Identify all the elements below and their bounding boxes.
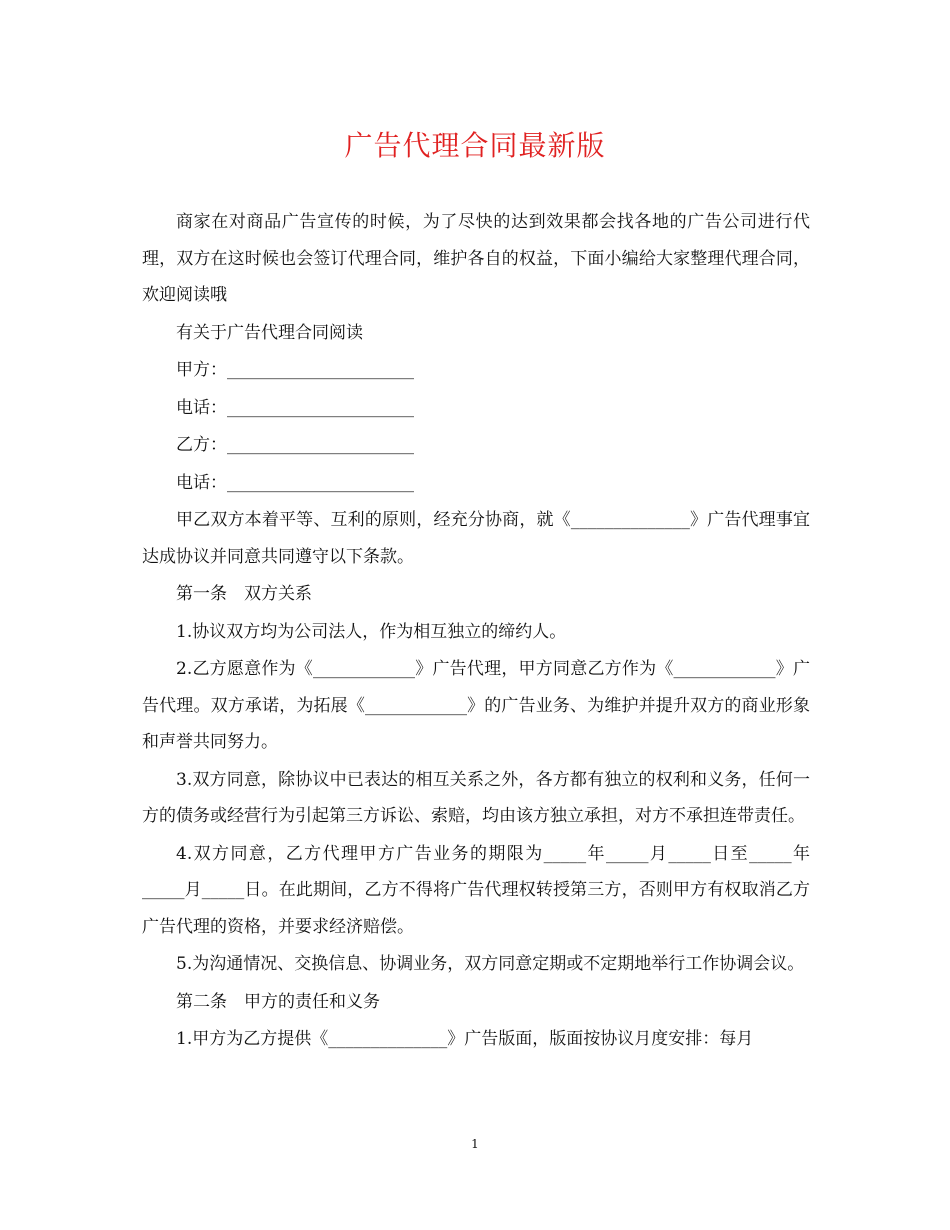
party-a-line: 甲方：______________________ (176, 360, 414, 380)
article-2-heading: 第二条 甲方的责任和义务 (176, 991, 380, 1012)
intro-paragraph: 商家在对商品广告宣传的时候，为了尽快的达到效果都会找各地的广告公司进行代理，双方在这时候也会签订代理合同，维护各自的权益，下面小编给大家整理代理合同，欢迎阅读哦 (142, 212, 810, 305)
document-body (142, 204, 810, 1059)
article-1-clause-1: 1.协议双方均为公司法人，作为相互独立的缔约人。 (176, 621, 567, 642)
article-1-clause-2: 2.乙方愿意作为《____________》广告代理，甲方同意乙方作为《____________》广告代理。双方承诺，为拓展《____________》的广告业务、为维护并提升双方的商业形象和声誉共同努力。 (142, 659, 810, 752)
party-a-phone-line: 电话：______________________ (176, 397, 414, 418)
party-b-line: 乙方：______________________ (176, 435, 414, 455)
article-1-heading: 第一条 双方关系 (176, 584, 312, 604)
article-1-clause-5: 5.为沟通情况、交换信息、协调业务，双方同意定期或不定期地举行工作协调会议。 (176, 954, 805, 974)
page-number: 1 (471, 1137, 479, 1151)
document-title: 广告代理合同最新版 (344, 129, 606, 162)
preamble-paragraph: 甲乙双方本着平等、互利的原则，经充分协商，就《______________》广告代理事宜达成协议并同意共同遵守以下条款。 (142, 510, 810, 567)
section-heading: 有关于广告代理合同阅读 (176, 322, 363, 343)
article-1-clause-3: 3.双方同意，除协议中已表达的相互关系之外，各方都有独立的权利和义务，任何一方的债务或经营行为引起第三方诉讼、索赔，均由该方独立承担，对方不承担连带责任。 (142, 769, 810, 826)
party-b-phone-line: 电话：______________________ (176, 472, 414, 493)
article-2-clause-1: 1.甲方为乙方提供《______________》广告版面，版面按协议月度安排：每月 (176, 1029, 754, 1049)
article-1-clause-4: 4.双方同意，乙方代理甲方广告业务的期限为_____年_____月_____日至_____年_____月_____日。在此期间，乙方不得将广告代理权转授第三方，否则甲方有权取消乙方广告代理的资格，并要求经济赔偿。 (142, 843, 810, 937)
